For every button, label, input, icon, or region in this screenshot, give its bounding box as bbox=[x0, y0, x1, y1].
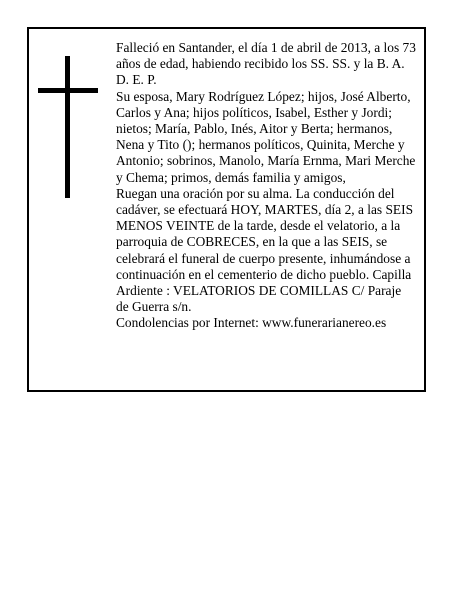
family-list: Su esposa, Mary Rodríguez López; hijos, José Alberto, Carlos y Ana; hijos políticos, Isabel, Esther y Jordi; nietos; María, Pablo, Inés, Aitor y Berta; hermanos, Nena y Tito (); hermanos políticos, Quinita, Merche y Antonio; sobrinos, Manolo, María Ernma, Mari Merche y Chema; primos, demás familia y amigos, bbox=[116, 88, 416, 185]
death-announcement: Falleció en Santander, el día 1 de abril de 2013, a los 73 años de edad, habiendo recibido los SS. SS. y la B. A. D. E. P. bbox=[116, 40, 416, 88]
obituary-notice bbox=[27, 27, 426, 392]
notice-text bbox=[116, 40, 416, 332]
funeral-details: Ruegan una oración por su alma. La conducción del cadáver, se efectuará HOY, MARTES, día 2, a las SEIS MENOS VEINTE de la tarde, desde el velatorio, a la parroquia de COBRECES, en la que a las SEIS, se celebrará el funeral de cuerpo presente, inhumándose a continuación en el cementerio de dicho pueblo. Capilla Ardiente : VELATORIOS DE COMILLAS C/ Paraje de Guerra s/n. bbox=[116, 185, 414, 315]
cross-icon bbox=[38, 56, 98, 198]
cross-vertical-bar bbox=[65, 56, 70, 198]
cross-horizontal-bar bbox=[38, 88, 98, 93]
condolences-line: Condolencias por Internet: www.funerarianereo.es bbox=[116, 315, 387, 331]
